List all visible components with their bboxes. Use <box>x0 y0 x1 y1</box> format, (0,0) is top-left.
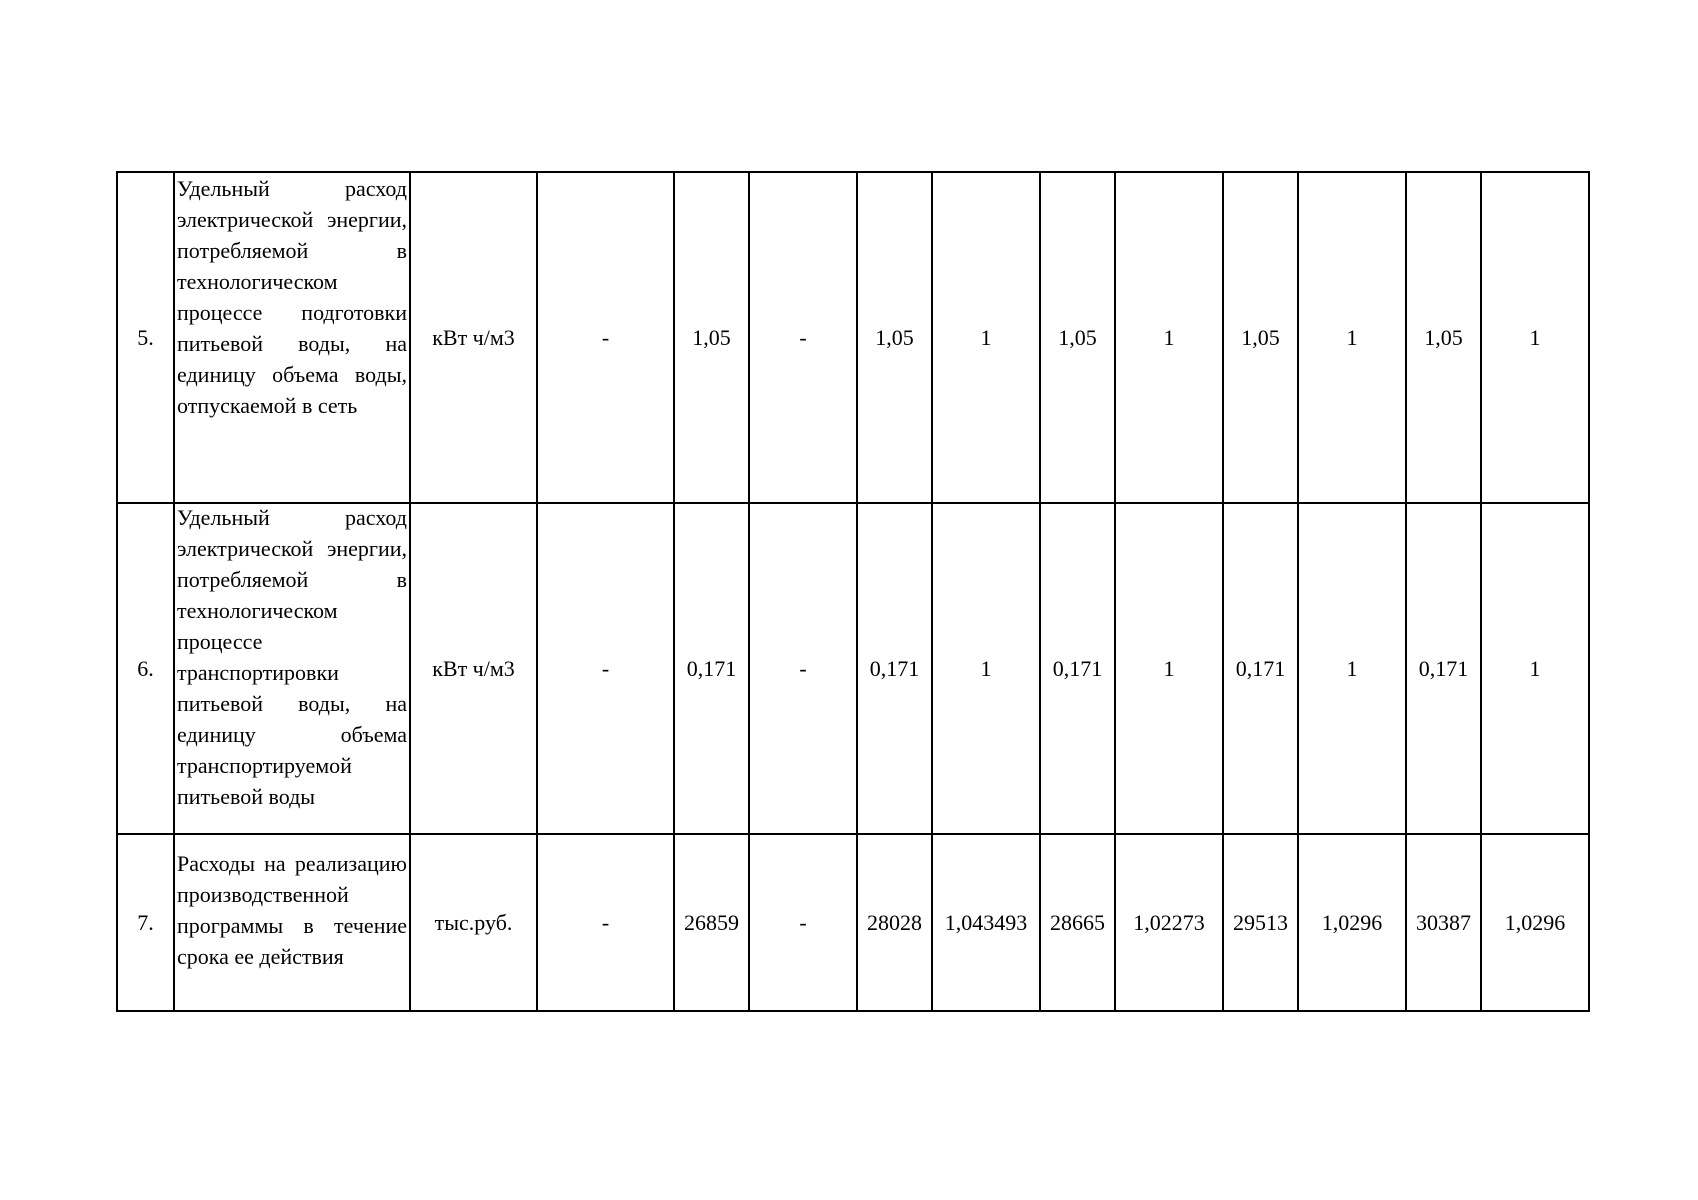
value-cell: 1,05 <box>1223 172 1298 503</box>
indicators-table <box>116 171 1590 1012</box>
table-row <box>117 172 1589 503</box>
row-number: 6. <box>117 503 174 834</box>
unit-cell: кВт ч/м3 <box>410 503 537 834</box>
indicator-description-text: Удельный расход электрической энергии, потребляемой в технологическом процессе подготовки питьевой воды, на единицу объема воды, отпускаемой в сеть <box>177 176 407 418</box>
value-cell: 1,05 <box>857 172 932 503</box>
value-cell: - <box>749 172 857 503</box>
value-cell: - <box>749 503 857 834</box>
value-cell: 1 <box>1115 172 1223 503</box>
value-cell: - <box>537 172 674 503</box>
value-cell: 1 <box>932 172 1040 503</box>
row-number: 5. <box>117 172 174 503</box>
table-row <box>117 834 1589 1011</box>
unit-cell: тыс.руб. <box>410 834 537 1011</box>
value-cell: - <box>537 834 674 1011</box>
value-cell: 1 <box>1481 172 1589 503</box>
value-cell: - <box>537 503 674 834</box>
value-cell: 0,171 <box>1406 503 1481 834</box>
value-cell: 1 <box>1298 172 1406 503</box>
value-cell: 0,171 <box>674 503 749 834</box>
value-cell: 1,05 <box>1406 172 1481 503</box>
value-cell: 0,171 <box>1040 503 1115 834</box>
value-cell: 28665 <box>1040 834 1115 1011</box>
indicator-description-text: Расходы на реализацию производственной программы в течение срока ее действия <box>177 851 407 969</box>
indicator-description <box>174 834 410 1011</box>
value-cell: 1,0296 <box>1298 834 1406 1011</box>
indicator-description-text: Удельный расход электрической энергии, потребляемой в технологическом процессе транспортировки питьевой воды, на единицу объема транспортируемой питьевой воды <box>177 505 407 809</box>
value-cell: 1,05 <box>674 172 749 503</box>
value-cell: 26859 <box>674 834 749 1011</box>
value-cell: 1 <box>1298 503 1406 834</box>
value-cell: 1,02273 <box>1115 834 1223 1011</box>
value-cell: 29513 <box>1223 834 1298 1011</box>
unit-cell: кВт ч/м3 <box>410 172 537 503</box>
indicator-description <box>174 172 410 503</box>
table-row <box>117 503 1589 834</box>
indicator-description <box>174 503 410 834</box>
row-number: 7. <box>117 834 174 1011</box>
value-cell: 0,171 <box>857 503 932 834</box>
value-cell: 0,171 <box>1223 503 1298 834</box>
value-cell: 1 <box>1115 503 1223 834</box>
value-cell: 1 <box>932 503 1040 834</box>
value-cell: 30387 <box>1406 834 1481 1011</box>
value-cell: - <box>749 834 857 1011</box>
value-cell: 1 <box>1481 503 1589 834</box>
value-cell: 1,05 <box>1040 172 1115 503</box>
value-cell: 1,0296 <box>1481 834 1589 1011</box>
value-cell: 1,043493 <box>932 834 1040 1011</box>
value-cell: 28028 <box>857 834 932 1011</box>
